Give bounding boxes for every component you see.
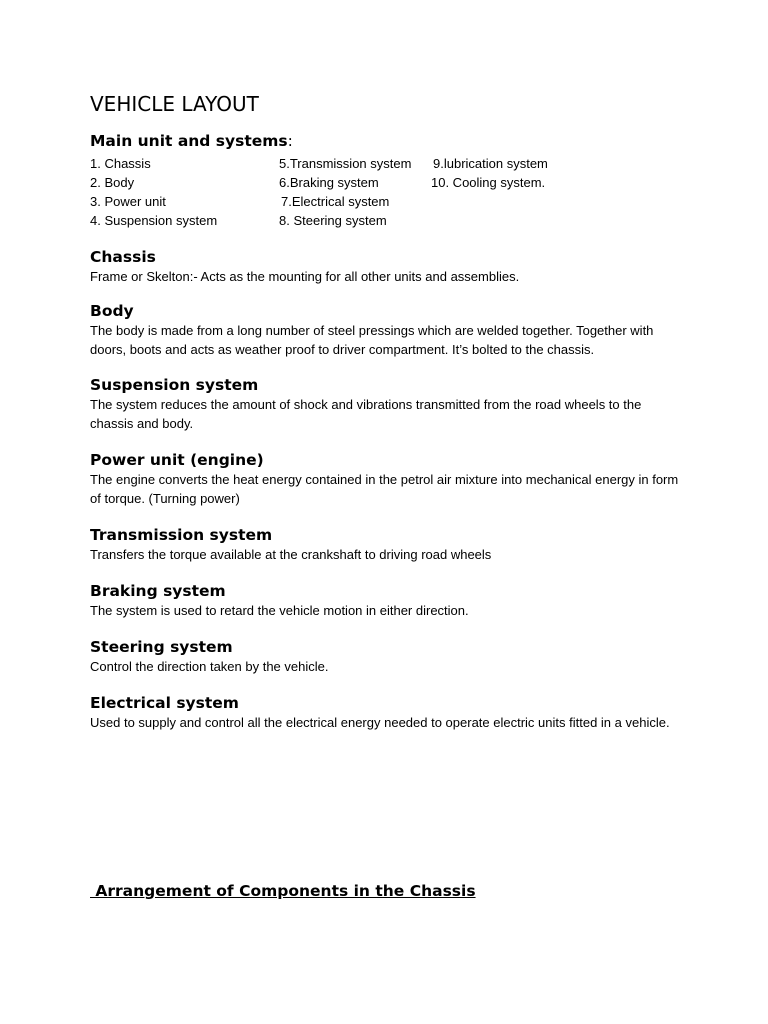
section-text: The body is made from a long number of steel pressings which are welded together. Together with doors, boots and acts as weather proof to driver compartment. It’s bolted to the chassis. <box>90 323 654 357</box>
section-heading: Transmission system <box>90 526 273 544</box>
unit-item: 7.Electrical system <box>281 194 390 209</box>
unit-item: 3. Power unit <box>90 194 166 209</box>
section-steering <box>90 638 690 676</box>
section-heading: Suspension system <box>90 376 259 394</box>
section-heading: Electrical system <box>90 694 239 712</box>
unit-item: 10. Cooling system. <box>431 175 546 190</box>
section-chassis <box>90 248 690 286</box>
unit-item: 6.Braking system <box>279 175 379 190</box>
section-braking <box>90 582 690 620</box>
units-list <box>90 154 690 234</box>
main-units-heading <box>90 132 293 150</box>
section-body <box>90 302 690 359</box>
section-electrical <box>90 694 690 732</box>
section-text: The system reduces the amount of shock and vibrations transmitted from the road wheels to the chassis and body. <box>90 397 642 431</box>
section-heading: Power unit (engine) <box>90 451 264 469</box>
section-text: The engine converts the heat energy contained in the petrol air mixture into mechanical energy in form of torque. (Turning power) <box>90 472 679 506</box>
section-text: Frame or Skelton:- Acts as the mounting for all other units and assemblies. <box>90 269 520 284</box>
main-units-heading-text: Main unit and systems <box>90 132 288 150</box>
unit-item: 5.Transmission system <box>279 156 412 171</box>
section-transmission <box>90 526 690 564</box>
section-heading: Braking system <box>90 582 226 600</box>
section-text: Used to supply and control all the electrical energy needed to operate electric units fitted in a vehicle. <box>90 715 670 730</box>
section-text: The system is used to retard the vehicle motion in either direction. <box>90 603 469 618</box>
unit-item: 8. Steering system <box>279 213 387 228</box>
section-text: Transfers the torque available at the crankshaft to driving road wheels <box>90 547 492 562</box>
section-heading: Chassis <box>90 248 156 266</box>
unit-item: 2. Body <box>90 175 135 190</box>
unit-item: 4. Suspension system <box>90 213 218 228</box>
unit-item: 1. Chassis <box>90 156 151 171</box>
section-heading: Body <box>90 302 134 320</box>
section-suspension <box>90 376 690 433</box>
arrangement-heading: Arrangement of Components in the Chassis <box>90 882 476 900</box>
section-heading: Steering system <box>90 638 233 656</box>
section-power-unit <box>90 451 690 508</box>
document-title: VEHICLE LAYOUT <box>90 92 259 116</box>
main-units-heading-colon: : <box>287 132 293 150</box>
section-text: Control the direction taken by the vehicle. <box>90 659 329 674</box>
unit-item: 9.lubrication system <box>433 156 548 171</box>
